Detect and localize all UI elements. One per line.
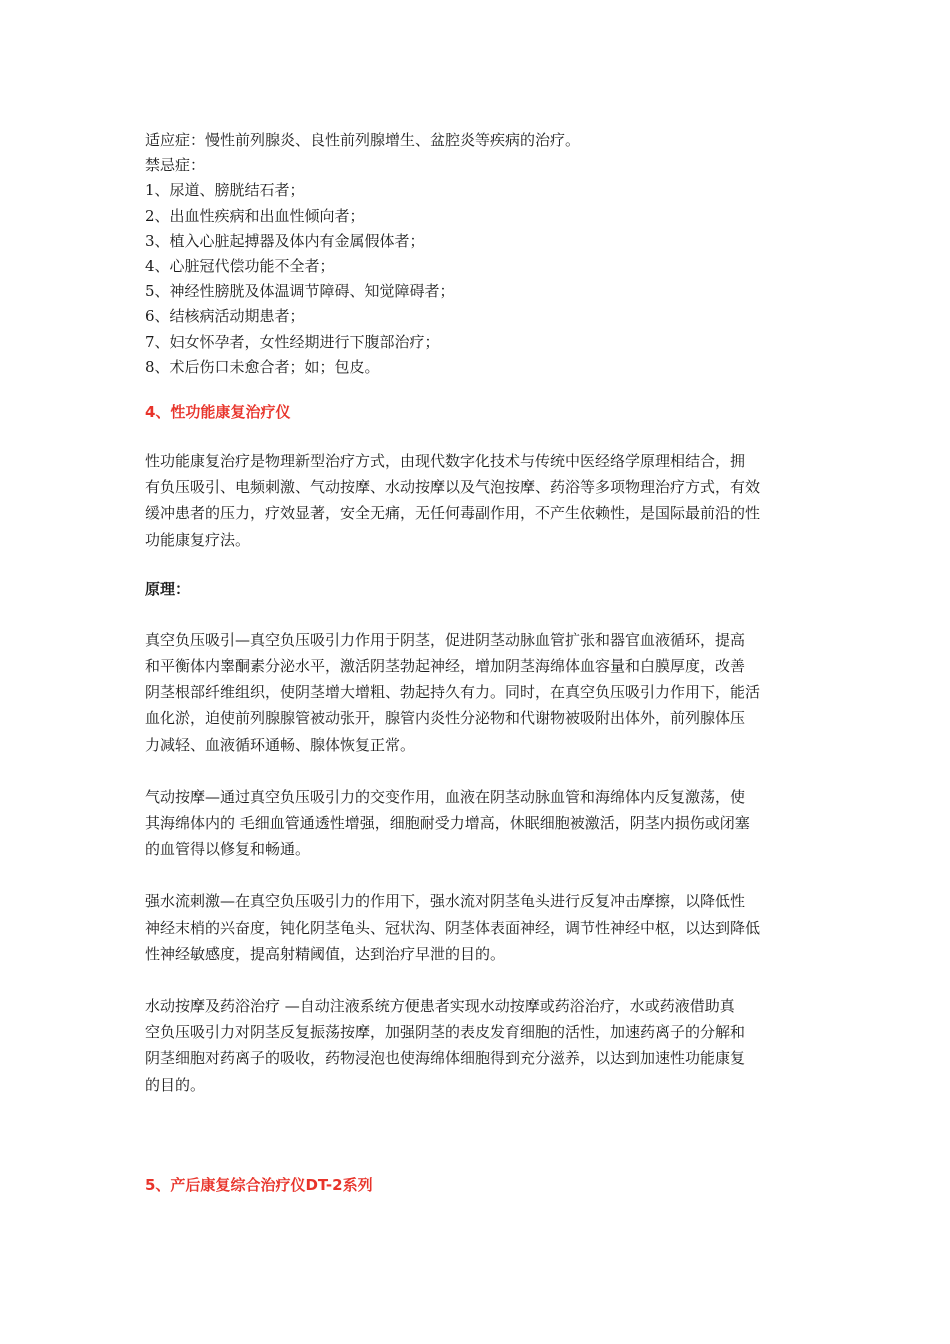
text-line: 强水流刺激—在真空负压吸引力的作用下，强水流对阴茎龟头进行反复冲击摩擦，以降低性 — [145, 892, 746, 911]
paragraph-air-massage — [145, 784, 815, 863]
paragraph-hydro-massage — [145, 993, 815, 1098]
indications-line: 适应症：慢性前列腺炎、良性前列腺增生、盆腔炎等疾病的治疗。 — [145, 131, 581, 149]
text-line: 血化淤，迫使前列腺腺管被动张开，腺管内炎性分泌物和代谢物被吸附出体外，前列腺体压 — [145, 709, 746, 728]
section-5-heading: 5、产后康复综合治疗仪DT-2系列 — [145, 1175, 373, 1194]
text-line: 有负压吸引、电频刺激、气动按摩、水动按摩以及气泡按摩、药浴等多项物理治疗方式，有效 — [145, 478, 761, 497]
text-line: 其海绵体内的 毛细血管通透性增强，细胞耐受力增高，休眠细胞被激活，阴茎内损伤或闭塞 — [145, 814, 750, 833]
contra-item: 3、植入心脏起搏器及体内有金属假体者； — [145, 231, 425, 250]
section-4-intro — [145, 448, 815, 553]
text-line: 功能康复疗法。 — [145, 530, 251, 549]
paragraph-vacuum — [145, 627, 815, 758]
text-line: 气动按摩—通过真空负压吸引力的交变作用，血液在阴茎动脉血管和海绵体内反复激荡，使 — [145, 787, 746, 806]
text-line: 的血管得以修复和畅通。 — [145, 840, 311, 859]
text-line: 空负压吸引力对阴茎反复振荡按摩，加强阴茎的表皮发育细胞的活性，加速药离子的分解和 — [145, 1023, 746, 1042]
text-line: 神经末梢的兴奋度，钝化阴茎龟头、冠状沟、阴茎体表面神经，调节性神经中枢，以达到降低 — [145, 918, 761, 937]
principle-title: 原理： — [145, 579, 191, 598]
document-page — [145, 128, 815, 1197]
paragraph-water-stimulation — [145, 888, 815, 967]
text-line: 力减轻、血液循环通畅、腺体恢复正常。 — [145, 735, 416, 754]
contra-item: 6、结核病活动期患者； — [145, 307, 305, 326]
text-line: 阴茎根部纤维组织，使阴茎增大增粗、勃起持久有力。同时，在真空负压吸引力作用下，能活 — [145, 683, 761, 702]
text-line: 真空负压吸引—真空负压吸引力作用于阴茎，促进阴茎动脉血管扩张和器官血液循环，提高 — [145, 630, 746, 649]
contra-item: 8、术后伤口未愈合者；如；包皮。 — [145, 357, 380, 376]
contra-item: 5、神经性膀胱及体温调节障碍、知觉障碍者； — [145, 282, 455, 301]
text-line: 性功能康复治疗是物理新型治疗方式，由现代数字化技术与传统中医经络学原理相结合，拥 — [145, 452, 746, 471]
contra-item: 1、尿道、膀胱结石者； — [145, 181, 305, 200]
text-line: 和平衡体内睾酮素分泌水平，激活阴茎勃起神经，增加阴茎海绵体血容量和白膜厚度，改善 — [145, 657, 746, 676]
contra-item: 4、心脏冠代偿功能不全者； — [145, 257, 335, 276]
text-line: 缓冲患者的压力，疗效显著，安全无痛，无任何毒副作用，不产生依赖性，是国际最前沿的性 — [145, 504, 761, 523]
contra-item: 7、妇女怀孕者，女性经期进行下腹部治疗； — [145, 332, 440, 351]
text-line: 的目的。 — [145, 1075, 206, 1094]
contraindications-title: 禁忌症： — [145, 156, 206, 175]
text-line: 阴茎细胞对药离子的吸收，药物浸泡也使海绵体细胞得到充分滋养，以达到加速性功能康复 — [145, 1049, 746, 1068]
text-line: 水动按摩及药浴治疗 —自动注液系统方便患者实现水动按摩或药浴治疗，水或药液借助真 — [145, 997, 735, 1016]
contra-item: 2、出血性疾病和出血性倾向者； — [145, 206, 365, 225]
text-line: 性神经敏感度，提高射精阈值，达到治疗早泄的目的。 — [145, 944, 506, 963]
section-4-heading: 4、性功能康复治疗仪 — [145, 403, 291, 422]
